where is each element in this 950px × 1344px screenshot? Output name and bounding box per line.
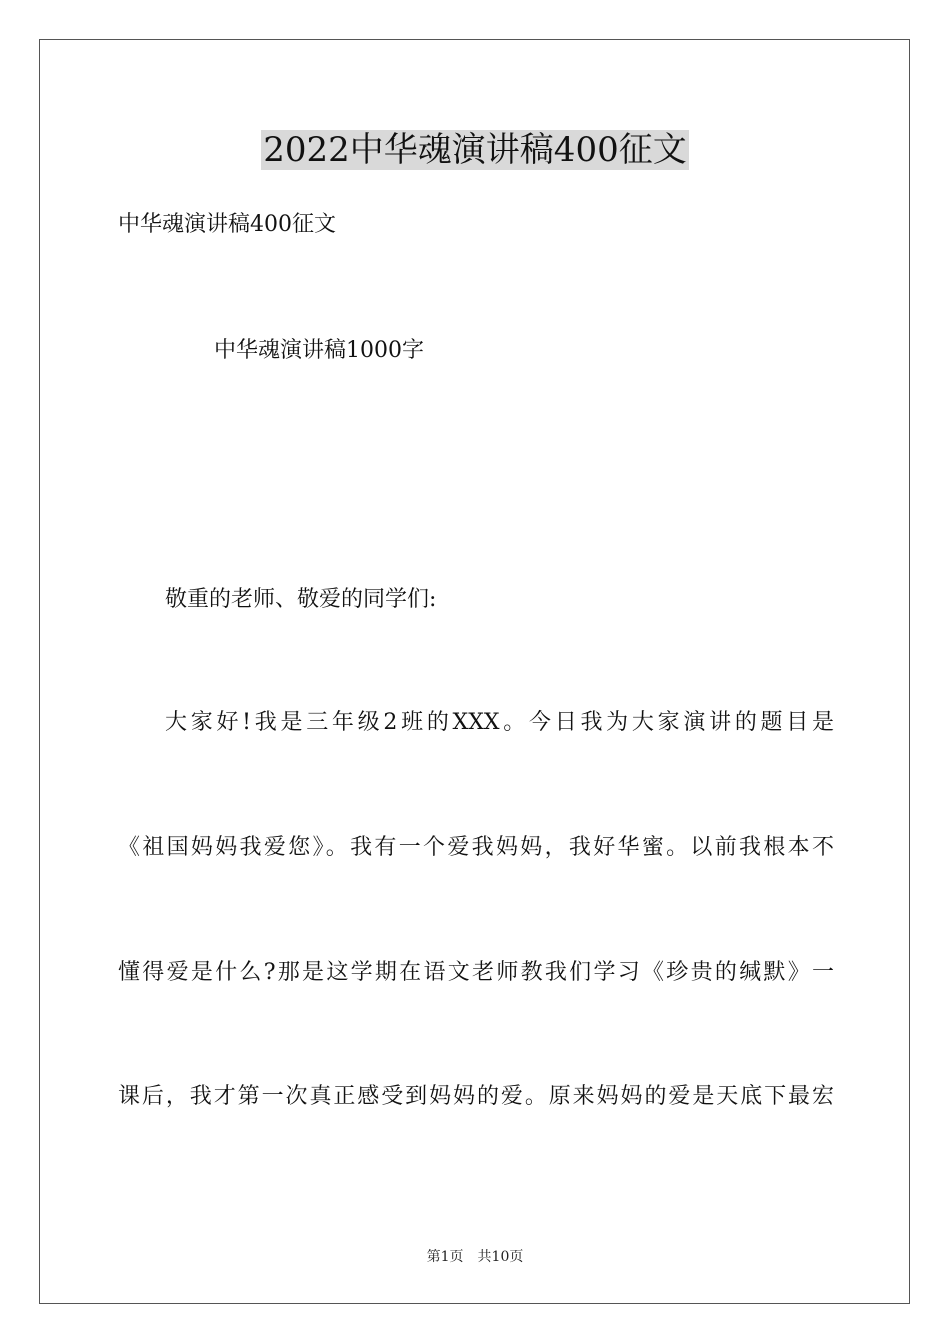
document-title-text: 2022中华魂演讲稿400征文	[263, 130, 687, 170]
body-paragraph-line-3: 懂得爱是什么?那是这学期在语文老师教我们学习《珍贵的缄默》一	[118, 960, 834, 985]
page-number: 第1页	[426, 1249, 464, 1265]
document-subheading: 中华魂演讲稿1000字	[214, 338, 424, 363]
body-paragraph-line-2: 《祖国妈妈我爱您》。我有一个爱我妈妈，我好华蜜。以前我根本不	[118, 835, 834, 860]
body-paragraph-line-1: 大家好!我是三年级2班的XXX。今日我为大家演讲的题目是	[165, 710, 834, 735]
document-title	[0, 128, 950, 172]
greeting-line: 敬重的老师、敬爱的同学们:	[165, 587, 437, 612]
body-paragraph-line-4: 课后，我才第一次真正感受到妈妈的爱。原来妈妈的爱是天底下最宏	[118, 1084, 834, 1109]
page-total: 共10页	[477, 1249, 524, 1265]
page-footer	[0, 1247, 950, 1267]
document-subtitle: 中华魂演讲稿400征文	[118, 212, 336, 237]
